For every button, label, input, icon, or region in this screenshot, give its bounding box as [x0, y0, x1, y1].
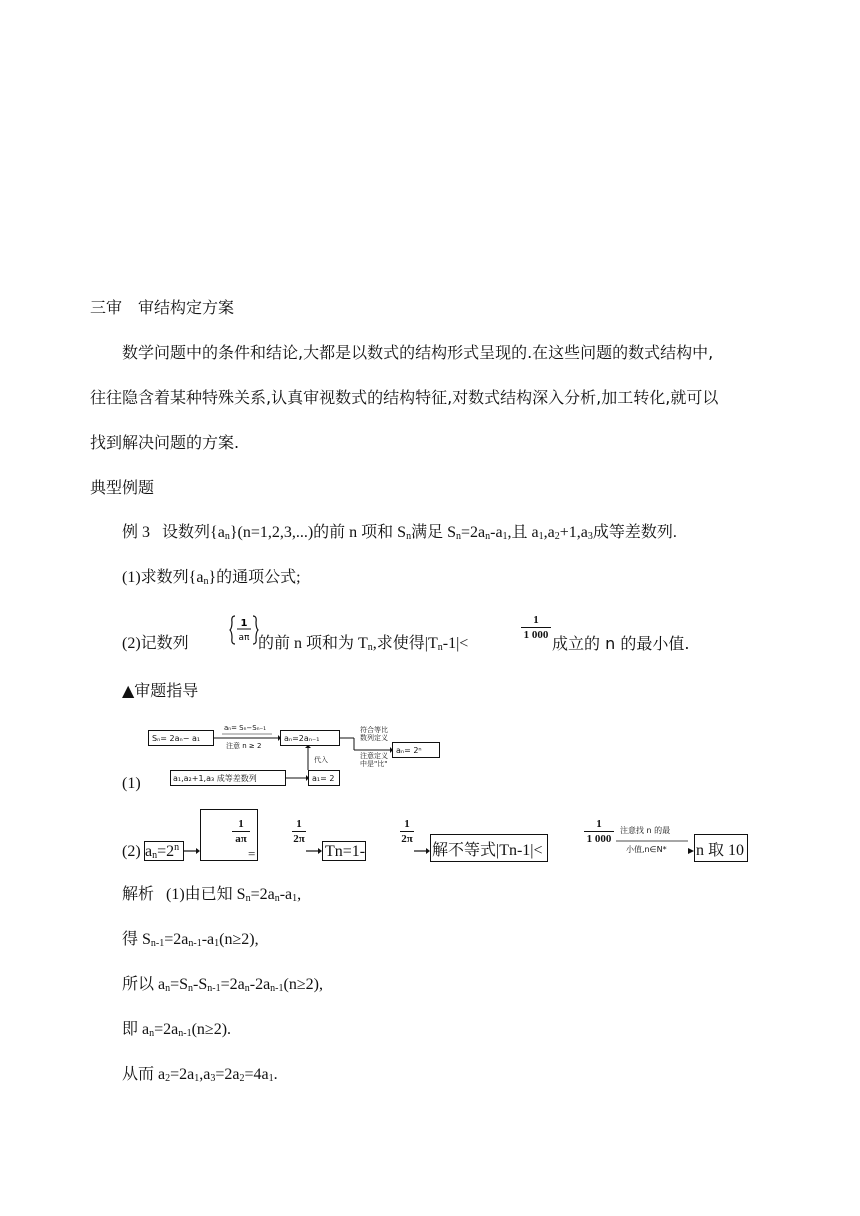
fraction-1-over-2n-b: 1 2π	[401, 818, 413, 845]
box-tn: Tn=1-	[325, 843, 366, 860]
solution-line-5: 从而 $a_2=2a_1,a_3=2a_2=4a_1$.	[122, 1066, 278, 1084]
intro-line-3: 找到解决问题的方案.	[90, 433, 240, 452]
substitute-label: 代入	[314, 756, 328, 764]
diagram-1	[148, 722, 448, 790]
example-label: 例 3	[122, 524, 151, 541]
solution-line-4: 即 $a_n=2a_{n-1}(n\ge 2)$.	[122, 1021, 232, 1039]
fraction-1-1000-b: 1 1 000	[584, 818, 614, 845]
note-bottom: 小值,n∈N*	[626, 845, 667, 854]
question-2-part-a: (2)记数列	[122, 635, 189, 652]
diagram-2-label: (2)	[122, 843, 141, 860]
solution-line-3: 所以 $a_n=S_n-S_{n-1}=2a_n-2a_{n-1}(n\ge 2)$,	[122, 976, 323, 994]
fraction-1-over-2n: 1 2π	[293, 818, 305, 845]
box-arithmetic: a₁,a₂+1,a₃ 成等差数列	[173, 774, 257, 783]
intro-line-1: 数学问题中的条件和结论,大都是以数式的结构形式呈现的.在这些问题的数式结构中,	[122, 343, 714, 362]
guide-heading: ▲审题指导	[122, 681, 199, 700]
side-note-top: 符合等比 数列定义	[360, 726, 388, 742]
box-an: $a_n=2^n$	[145, 842, 180, 861]
arrow-1-top-label: aₙ= Sₙ−Sₙ₋₁	[224, 724, 266, 732]
box-final: n 取 10	[696, 842, 745, 859]
section-title: 三审 审结构定方案	[90, 298, 235, 317]
diagram-1-arrows	[148, 722, 448, 790]
side-note-bottom: 注意定义 中是"比"	[360, 752, 388, 768]
example-heading: 典型例题	[90, 478, 155, 497]
question-2-part-e: 成立的 n 的最小值.	[552, 634, 690, 653]
box-recurrence: aₙ=2aₙ₋₁	[284, 734, 320, 743]
solution-line-1: 解析 (1)由已知 $S_n=2a_n-a_1$,	[122, 886, 302, 904]
fraction-1-over-an: 1 aπ	[232, 818, 250, 845]
box-result: aₙ= 2ⁿ	[396, 746, 422, 755]
question-2-part-b: 的前 n 项和为 $T_n$,求使得$|T_n-1|<$	[258, 635, 469, 653]
svg-text:aπ: aπ	[238, 633, 250, 643]
question-1: (1)求数列$\{a_n\}$的通项公式;	[122, 569, 301, 587]
box-sn: Sₙ= 2aₙ− a₁	[152, 734, 201, 743]
box-solve-inequality: 解不等式|Tn-1|<	[432, 842, 543, 859]
diagram-2	[122, 808, 762, 868]
equals-sign: =	[248, 846, 256, 861]
note-top: 注意找 n 的最	[620, 826, 671, 835]
svg-text:1: 1	[240, 618, 248, 629]
arrow-1-bottom-label: 注意 n ≥ 2	[226, 742, 262, 750]
example-statement: 例 3 设数列$\{a_n\}(n=1,2,3,...)$的前 n 项和 $S_n$满足 $S_n=2a_n-a_1$,且 $a_1,a_2+1,a_3$成等差数列.	[122, 524, 677, 542]
fraction-1-1000: 1 1 000	[521, 614, 551, 641]
braced-fraction	[229, 614, 259, 646]
intro-line-2: 往往隐含着某种特殊关系,认真审视数式的结构特征,对数式结构深入分析,加工转化,就可以	[90, 388, 719, 407]
solution-label: 解析	[122, 886, 155, 903]
diagram-1-label: (1)	[122, 775, 141, 792]
box-a1: a₁= 2	[312, 774, 335, 783]
solution-line-2: 得 $S_{n-1}=2a_{n-1}-a_1(n\ge 2)$,	[122, 931, 259, 949]
